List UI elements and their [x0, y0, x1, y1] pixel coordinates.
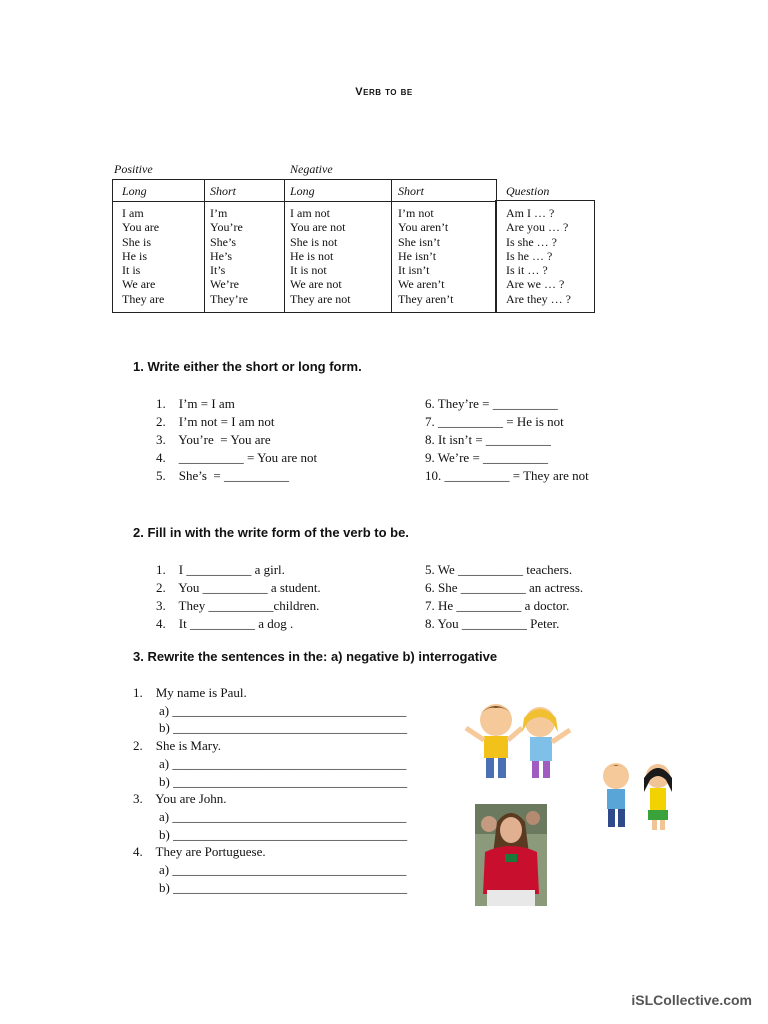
- list-item: 2. You __________ a student.: [156, 580, 321, 595]
- list-item: 7. __________ = He is not: [425, 414, 564, 429]
- table-cell: Is he … ?: [506, 248, 553, 263]
- column-short-negative: [398, 206, 453, 306]
- table-cell: It’s: [210, 263, 226, 278]
- list-item: 6. They’re = __________: [425, 396, 558, 411]
- column-question: [506, 206, 571, 306]
- table-cell: He is: [122, 248, 147, 263]
- list-item: b) ____________________________________: [133, 720, 408, 736]
- table-cell: Are we … ?: [506, 277, 565, 292]
- section1-left-list: [156, 395, 317, 485]
- table-cell: They aren’t: [398, 291, 454, 306]
- table-cell: Are you … ?: [506, 220, 569, 235]
- table-cell: He’s: [210, 248, 232, 263]
- table-cell: They’re: [210, 291, 248, 306]
- column-long-negative: [290, 206, 351, 306]
- table-cell: Am I … ?: [506, 206, 555, 220]
- section3-heading: 3. Rewrite the sentences in the: a) negative b) interrogative: [133, 649, 498, 664]
- table-cell: I am not: [290, 206, 330, 220]
- list-item: 1. I __________ a girl.: [156, 562, 285, 577]
- list-item: 3. You are John.: [133, 791, 227, 807]
- list-item: 8. You __________ Peter.: [425, 616, 560, 631]
- table-cell: She is not: [290, 234, 338, 249]
- list-item: b) ____________________________________: [133, 879, 408, 895]
- table-cell: It is: [122, 263, 141, 278]
- header-question: Question: [506, 184, 550, 198]
- list-item: 5. She’s = __________: [156, 468, 290, 483]
- table-cell: You’re: [210, 220, 243, 235]
- table-cell: Are they … ?: [506, 291, 571, 306]
- list-item: 10. __________ = They are not: [425, 468, 589, 483]
- table-cell: I am: [122, 206, 144, 220]
- list-item: 4. They are Portuguese.: [133, 844, 266, 860]
- list-item: 5. We __________ teachers.: [425, 562, 573, 577]
- table-cell: Is she … ?: [506, 234, 557, 249]
- footer-watermark: iSLCollective.com: [631, 992, 752, 1008]
- section2-right-list: [425, 561, 583, 633]
- list-item: 9. We’re = __________: [425, 450, 549, 465]
- table-cell: They are not: [290, 291, 351, 306]
- list-item: a) ____________________________________: [133, 862, 407, 878]
- section1-heading: 1. Write either the short or long form.: [133, 359, 362, 374]
- table-cell: I’m not: [398, 206, 434, 220]
- list-item: 6. She __________ an actress.: [425, 580, 584, 595]
- cartoon-kids-image: [460, 698, 576, 786]
- section2-heading: 2. Fill in with the write form of the verb to be.: [133, 525, 409, 540]
- list-item: 8. It isn’t = __________: [425, 432, 551, 447]
- negative-label: Negative: [290, 162, 333, 176]
- list-item: 3. They __________children.: [156, 598, 320, 613]
- list-item: a) ____________________________________: [133, 808, 407, 824]
- section1-right-list: [425, 395, 589, 485]
- positive-label: Positive: [114, 162, 153, 176]
- table-cell: You aren’t: [398, 220, 449, 235]
- table-cell: She’s: [210, 234, 237, 249]
- list-item: 2. She is Mary.: [133, 738, 221, 754]
- table-cell: They are: [122, 291, 165, 306]
- table-cell: She isn’t: [398, 234, 441, 249]
- list-item: 7. He __________ a doctor.: [425, 598, 570, 613]
- list-item: a) ____________________________________: [133, 702, 407, 718]
- list-item: a) ____________________________________: [133, 755, 407, 771]
- page-title: Verb to be: [355, 86, 413, 98]
- table-cell: Is it … ?: [506, 263, 548, 278]
- list-item: b) ____________________________________: [133, 826, 408, 842]
- list-item: 1. My name is Paul.: [133, 685, 247, 700]
- cartoon-boy-girl-image: [586, 758, 690, 836]
- list-item: 4. It __________ a dog .: [156, 616, 294, 631]
- table-cell: You are: [122, 220, 160, 235]
- list-item: 2. I’m not = I am not: [156, 414, 275, 429]
- table-cell: She is: [122, 234, 152, 249]
- table-cell: We aren’t: [398, 277, 445, 292]
- list-item: 1. I’m = I am: [156, 396, 235, 411]
- table-cell: You are not: [290, 220, 346, 235]
- table-cell: It isn’t: [398, 263, 430, 278]
- section2-left-list: [156, 561, 321, 633]
- table-cell: He isn’t: [398, 248, 437, 263]
- section3-list: [133, 684, 407, 896]
- table-cell: We are: [122, 277, 156, 292]
- list-item: 3. You’re = You are: [156, 432, 271, 447]
- header-short-positive: Short: [210, 184, 237, 198]
- list-item: 4. __________ = You are not: [156, 450, 318, 465]
- table-cell: I’m: [210, 206, 228, 220]
- header-short-negative: Short: [398, 184, 425, 198]
- header-long-positive: Long: [122, 184, 147, 198]
- photo-portuguese-fans: [475, 804, 547, 906]
- column-short-positive: [210, 206, 248, 306]
- table-cell: We are not: [290, 277, 342, 292]
- table-cell: We’re: [210, 277, 240, 292]
- column-long-positive: [122, 206, 164, 306]
- table-cell: It is not: [290, 263, 327, 278]
- list-item: b) ____________________________________: [133, 773, 408, 789]
- table-cell: He is not: [290, 248, 334, 263]
- verb-table: [112, 162, 596, 312]
- header-long-negative: Long: [290, 184, 315, 198]
